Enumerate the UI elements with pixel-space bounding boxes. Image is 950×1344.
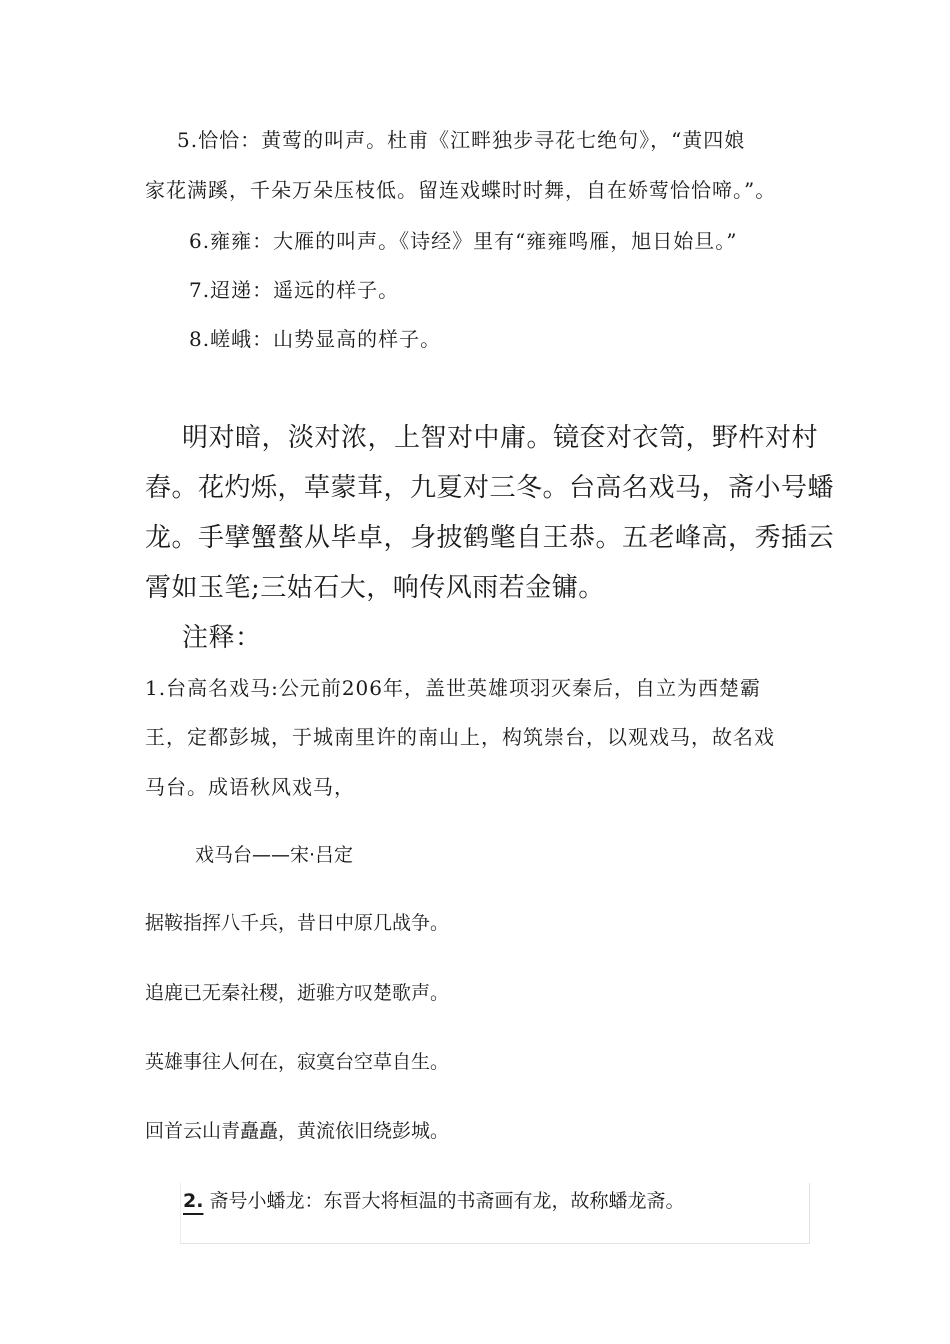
note-2-number: 2.	[183, 1190, 204, 1212]
main-text-line-2: 舂。花灼烁，草蒙茸，九夏对三冬。台高名戏马，斋小号蟠	[145, 473, 835, 503]
main-text-line-4: 霄如玉笔;三姑石大，响传风雨若金镛。	[145, 573, 605, 603]
poem-line-3: 英雄事往人何在，寂寞台空草自生。	[145, 1051, 450, 1073]
note-8: 8.嵯峨：山势显高的样子。	[189, 327, 442, 351]
note-1-line-2: 王，定都彭城，于城南里许的南山上，构筑崇台，以观戏马，故名戏	[145, 725, 775, 749]
note-5-line-2: 家花满蹊，千朵万朵压枝低。留连戏蝶时时舞，自在娇莺恰恰啼。”。	[145, 178, 777, 202]
note-2	[183, 1186, 685, 1213]
notes-heading: 注释：	[182, 623, 262, 653]
note-2-text: 斋号小蟠龙：东晋大将桓温的书斋画有龙，故称蟠龙斋。	[209, 1190, 685, 1212]
note-7: 7.迢递：遥远的样子。	[189, 278, 400, 302]
note-5-line-1: 5.恰恰：黄莺的叫声。杜甫《江畔独步寻花七绝句》，“黄四娘	[177, 128, 746, 152]
note-1-line-1: 1.台高名戏马:公元前206年，盖世英雄项羽灭秦后，自立为西楚霸	[145, 676, 761, 700]
poem-title: 戏马台——宋·吕定	[195, 844, 354, 866]
note-1-line-3: 马台。成语秋风戏马，	[145, 775, 355, 799]
poem-line-1: 据鞍指挥八千兵，昔日中原几战争。	[145, 912, 450, 934]
poem-line-4: 回首云山青矗矗，黄流依旧绕彭城。	[145, 1120, 450, 1142]
main-text-line-3: 龙。手擘蟹螯从毕卓，身披鹤氅自王恭。五老峰高，秀插云	[145, 523, 835, 553]
poem-line-2: 追鹿已无秦社稷，逝骓方叹楚歌声。	[145, 982, 450, 1004]
main-text-line-1: 明对暗，淡对浓，上智对中庸。镜奁对衣笥，野杵对村	[182, 423, 819, 453]
note-6: 6.雍雍：大雁的叫声。《诗经》里有“雍雍鸣雁，旭日始旦。”	[189, 229, 738, 253]
